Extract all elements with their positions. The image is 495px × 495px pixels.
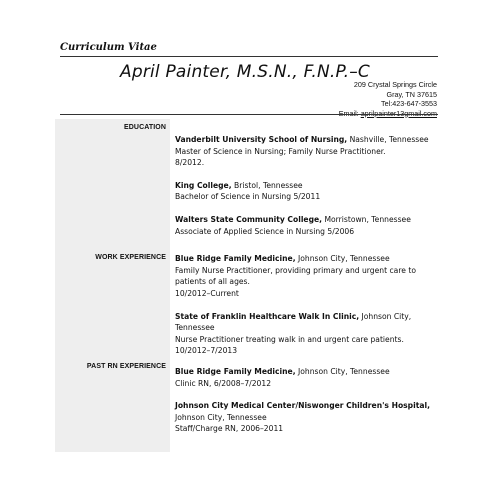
entry-detail-line: 10/2012–7/2013 [175,346,238,356]
entry-detail-line: Family Nurse Practitioner, providing primary and urgent care to patients of all ages. [175,265,416,287]
entry-organization: State of Franklin Healthcare Walk In Clinic, [175,311,360,321]
entry-detail-line: Staff/Charge RN, 2006–2011 [175,424,284,434]
entry-detail-line: 8/2012. [175,158,205,168]
entry-location: Nashville, Tennessee [347,135,429,144]
entry-organization: Walters State Community College, [175,214,323,224]
entry-detail-line: Clinic RN, 6/2008–7/2012 [175,378,272,388]
entry-heading [175,253,445,265]
candidate-name: April Painter, M.S.N., F.N.P.–C [120,62,370,82]
resume-entry [175,180,445,203]
entry-detail-line: Nurse Practitioner treating walk in and urgent care patients. [175,334,404,344]
section-label-past-rn-experience: PAST RN EXPERIENCE [86,363,166,370]
entry-location: Morristown, Tennessee [322,214,411,224]
section-label-education: EDUCATION [124,124,166,131]
section-label-column [55,119,170,452]
entry-location: Johnson City, Tennessee [295,366,390,376]
entry-location: Bristol, Tennessee [231,180,303,190]
entry-heading [175,214,445,226]
contact-city: Gray, TN 37615 [386,89,437,99]
entry-location: Johnson City, Tennessee [175,311,412,333]
entry-location: Johnson City, Tennessee [175,412,267,422]
entry-organization: Vanderbilt University School of Nursing, [175,135,348,144]
entry-heading [175,180,445,192]
entry-heading [175,400,445,423]
resume-entry [175,400,445,435]
resume-entry [175,366,445,389]
contact-phone: Tel:423-647-3553 [381,99,437,108]
contact-email-link[interactable]: aprilpainter13gmail.com [360,108,437,118]
section-label-work-experience: WORK EXPERIENCE [95,254,166,261]
entries-column [175,134,445,446]
entry-detail-line: Bachelor of Science in Nursing 5/2011 [175,192,321,202]
contact-email-label: Email: [338,108,359,118]
resume-entry [175,311,445,357]
resume-entry [175,134,445,169]
entry-heading [175,311,445,334]
contact-rule [60,114,438,115]
entry-heading [175,366,445,378]
entry-detail-line: 10/2012–Current [175,288,239,298]
resume-entry [175,253,445,299]
contact-address: 209 Crystal Springs Circle [353,80,437,89]
entry-detail-line: Master of Science in Nursing; Family Nurse Practitioner. [175,146,386,156]
entry-organization: Blue Ridge Family Medicine, [175,366,296,376]
entry-organization: Blue Ridge Family Medicine, [175,254,296,264]
document-type-label: Curriculum Vitae [60,42,157,53]
entry-heading [175,134,445,146]
contact-block [339,80,437,118]
entry-organization: Johnson City Medical Center/Niswonger Children's Hospital, [175,401,430,411]
entry-organization: King College, [175,180,232,190]
header-rule [60,56,438,57]
entry-location: Johnson City, Tennessee [295,254,390,264]
entry-detail-line: Associate of Applied Science in Nursing 5/2006 [175,226,355,236]
resume-entry [175,214,445,237]
